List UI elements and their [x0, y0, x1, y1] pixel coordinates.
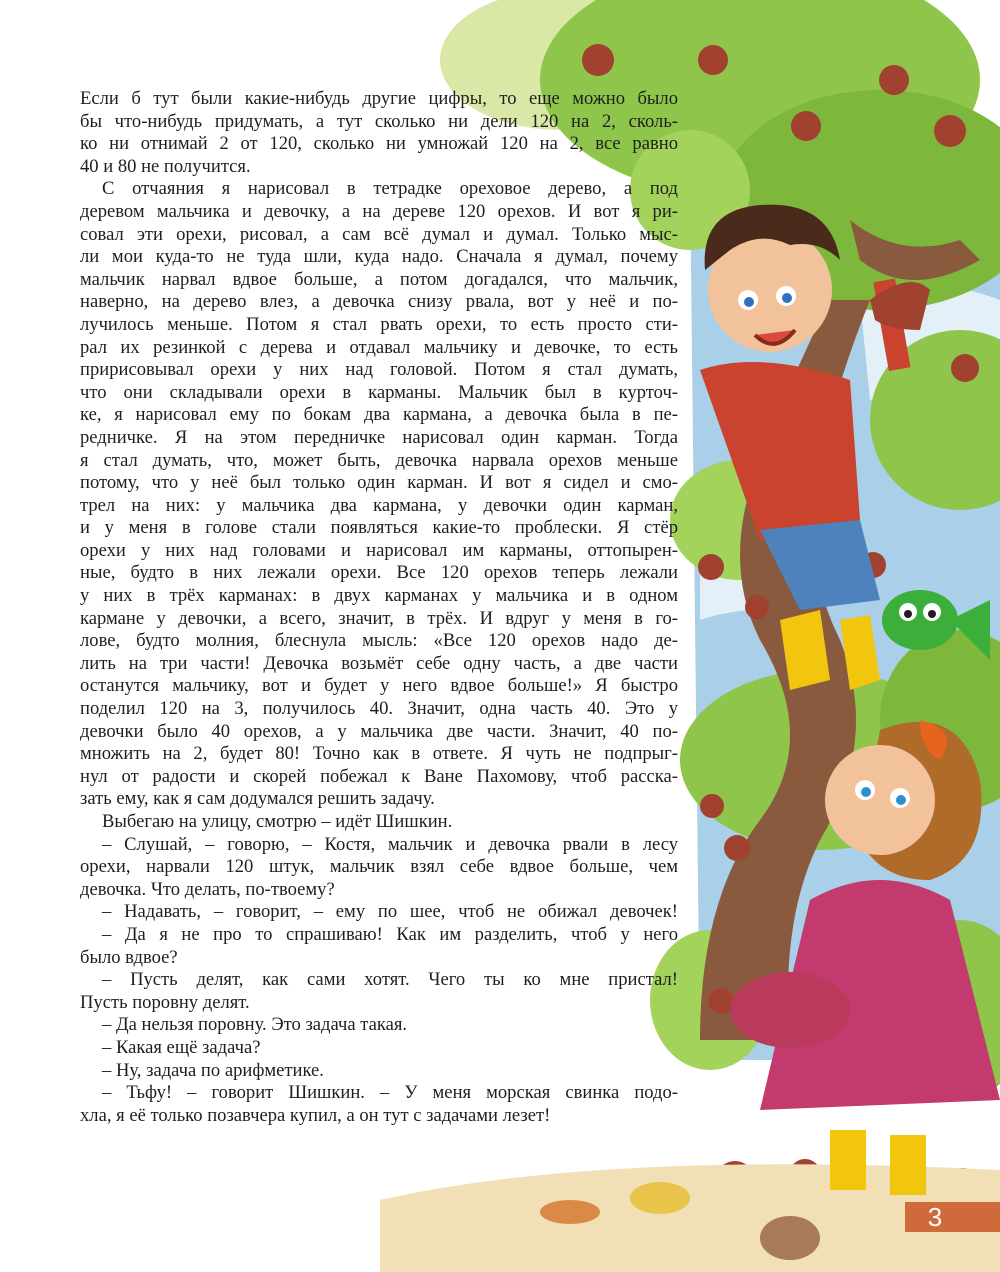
- text-line: нул от радости и скорей побежал к Ване Пахомову, чтоб расска-: [80, 765, 678, 787]
- text-line: – Пусть делят, как сами хотят. Чего ты ко мне пристал!: [102, 969, 678, 991]
- text-line: Выбегаю на улицу, смотрю – идёт Шишкин.: [102, 811, 453, 832]
- text-line: у них в трёх карманах: в двух карманах у мальчика и в одном: [80, 585, 678, 607]
- text-line: ко ни отнимай 2 от 120, сколько ни умножай 120 на 2, все равно: [80, 133, 678, 155]
- text-line: Пусть поровну делят.: [80, 991, 250, 1013]
- text-line: ке, я нарисовал ему по бокам два кармана, а девочка была в пе-: [80, 404, 678, 426]
- text-line: и у меня в голове стали появляться какие-то проблески. Я стёр: [80, 517, 678, 539]
- text-line: девочка. Что делать, по-твоему?: [80, 878, 335, 900]
- text-line: поделил 120 на 3, получилось 40. Значит, одна часть 40. Это у: [80, 698, 678, 720]
- text-line: С отчаяния я нарисовал в тетрадке ореховое дерево, а под: [102, 178, 678, 200]
- text-line: совал эти орехи, рисовал, а сам всё думал и думал. Только мыс-: [80, 223, 678, 245]
- text-line: орехи, нарвали 120 штук, мальчик взял себе вдвое больше, чем: [80, 856, 678, 878]
- text-line: деревом мальчика и девочку, а на дереве 120 орехов. И вот я ри-: [80, 200, 678, 222]
- text-line: кармане у девочки, а всего, значит, в трёх. И вдруг у меня в го-: [80, 607, 678, 629]
- text-line: зать ему, как я сам додумался решить задачу.: [80, 788, 435, 810]
- page-number-badge: [905, 1202, 1000, 1232]
- text-line: наверно, на дерево влез, а девочка снизу рвала, вот у неё и по-: [80, 291, 678, 313]
- text-line: ные, будто в них лежали орехи. Все 120 орехов теперь лежали: [80, 562, 678, 584]
- text-line: я стал думать, что, может быть, девочка нарвала орехов меньше: [80, 449, 678, 471]
- text-line: лить на три части! Девочка возьмёт себе одну часть, а две части: [80, 652, 678, 674]
- text-line: – Да нельзя поровну. Это задача такая.: [102, 1014, 408, 1036]
- text-line: – Надавать, – говорит, – ему по шее, чтоб не обижал девочек!: [102, 901, 678, 923]
- text-line: – Ну, задача по арифметике.: [102, 1059, 324, 1081]
- text-line: лове, будто молния, блеснула мысль: «Все 120 орехов надо де-: [80, 630, 678, 652]
- text-line: было вдвое?: [80, 946, 178, 968]
- text-line: орехи у них над головами и нарисовал им карманы, оттопырен-: [80, 539, 678, 561]
- text-line: – Да я не про то спрашиваю! Как им разделить, чтоб у него: [102, 923, 678, 945]
- text-line: трел на них: у мальчика два кармана, у девочки один карман,: [80, 494, 678, 516]
- text-line: ли мои куда-то не туда шли, куда надо. Сначала я думал, почему: [80, 246, 678, 268]
- text-line: что они складывали орехи в карманы. Мальчик был в курточ-: [80, 381, 678, 403]
- page-number: 3: [927, 1202, 943, 1232]
- text-line: потому, что у неё был только один карман. И вот я сидел и смо-: [80, 472, 678, 494]
- text-line: пририсовывал орехи у них над головой. Потом я стал думать,: [80, 359, 678, 381]
- text-line: – Тьфу! – говорит Шишкин. – У меня морская свинка подо-: [102, 1082, 678, 1104]
- text-line: – Какая ещё задача?: [102, 1036, 261, 1058]
- text-line: – Слушай, – говорю, – Костя, мальчик и девочка рвали в лесу: [102, 833, 678, 855]
- text-line: 40 и 80 не получится.: [80, 155, 251, 177]
- text-line: лучилось меньше. Потом я стал рвать орехи, то есть просто сти-: [80, 313, 678, 335]
- text-line: девочки было 40 орехов, а у мальчика две части. Значит, 40 по-: [80, 720, 678, 742]
- text-line: хла, я её только позавчера купил, а он тут с задачами лезет!: [80, 1104, 551, 1126]
- story-text: [80, 88, 678, 1127]
- text-line: рал их резинкой с дерева и отдавал мальчику и девочке, то есть: [80, 336, 678, 358]
- text-line: бы что-нибудь придумать, а тут сколько ни дели 120 на 2, сколь-: [80, 110, 678, 132]
- text-line: Если б тут были какие-нибудь другие цифры, то еще можно было: [80, 88, 678, 109]
- text-line: останутся мальчику, вот и будет у него вдвое больше!» Я быстро: [80, 675, 678, 697]
- text-line: редничке. Я на этом передничке нарисовал один карман. Тогда: [80, 426, 678, 448]
- text-line: мальчик нарвал вдвое больше, а потом догадался, что мальчик,: [80, 268, 678, 290]
- text-line: множить на 2, будет 80! Точно как в ответе. Я чуть не подпрыг-: [80, 743, 678, 765]
